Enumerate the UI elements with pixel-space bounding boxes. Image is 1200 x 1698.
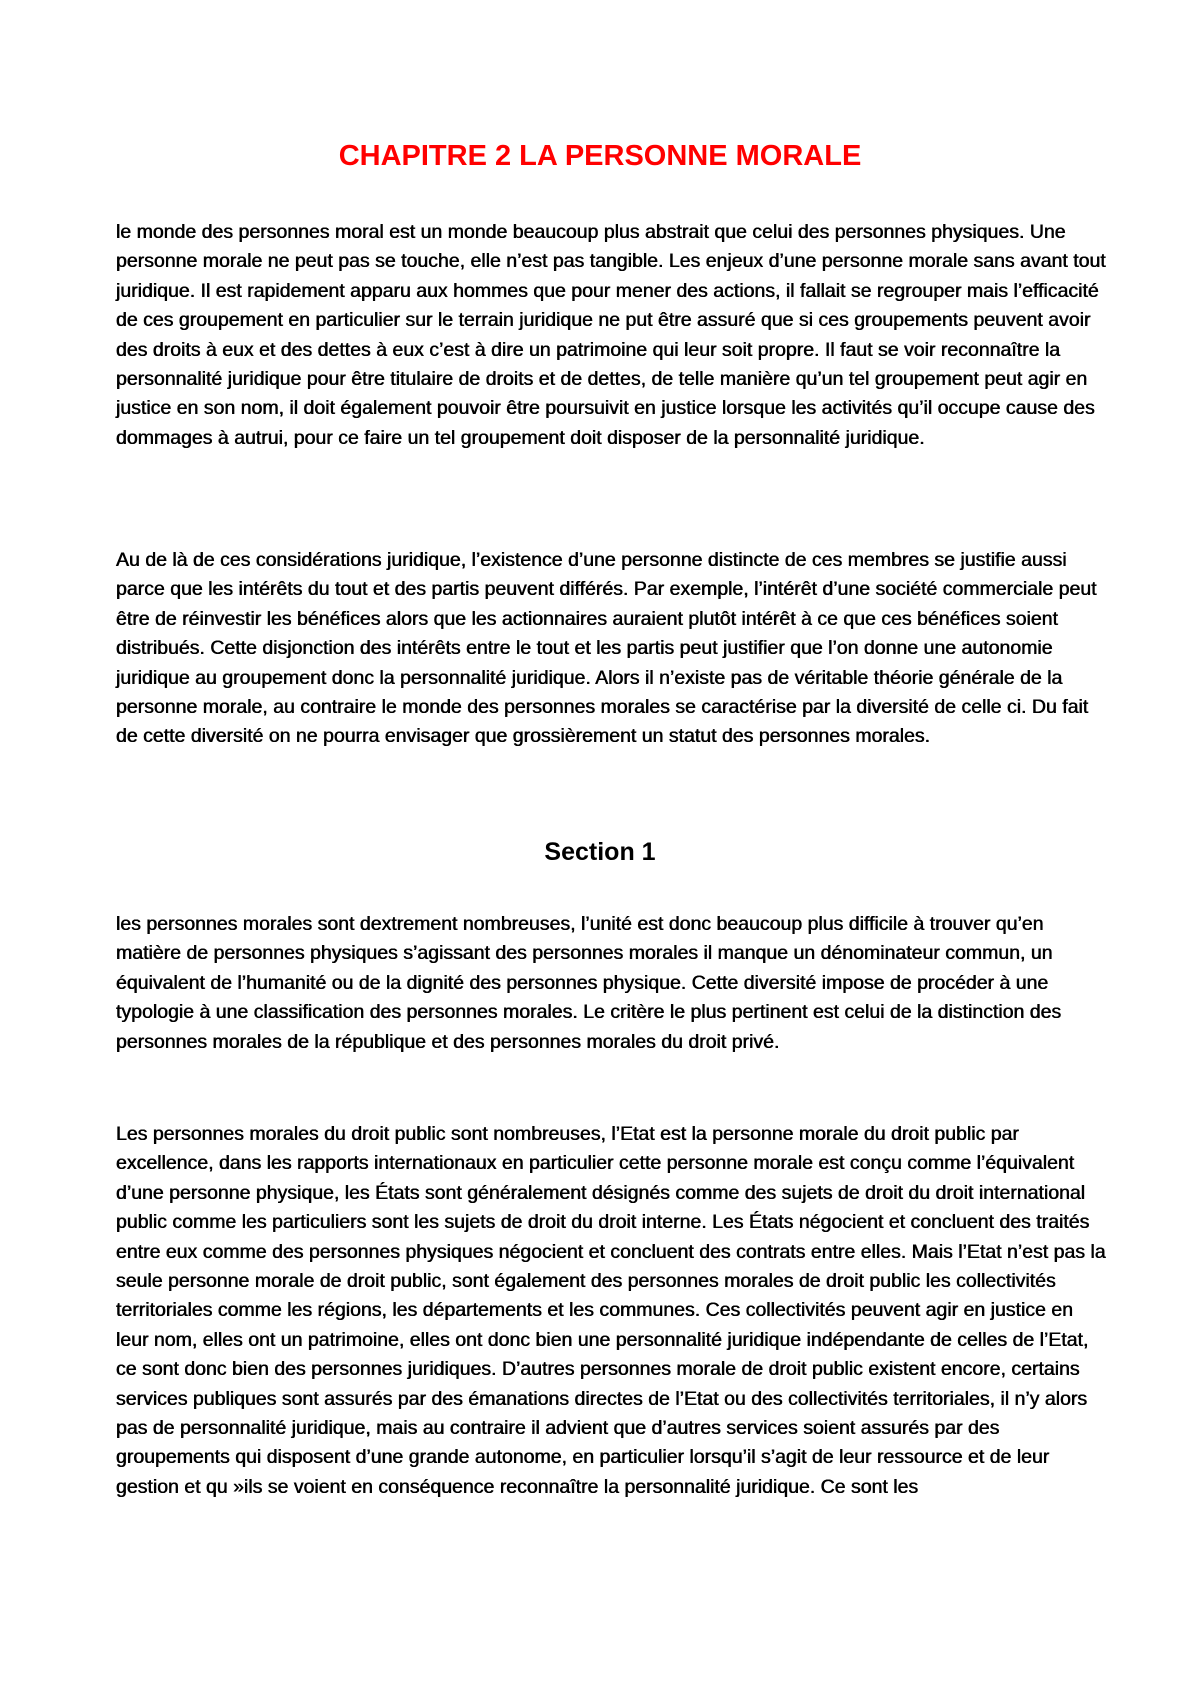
paragraph-public-law: Les personnes morales du droit public sont nombreuses, l’Etat est la personne morale du droit public par excellence, dans les rapports internationaux en particulier cette personne morale est conçu comme l’équivalent d’une personne physique, les États sont généralement désignés comme des sujets de droit du droit international public comme les particuliers sont les sujets de droit du droit interne. Les États négocient et concluent des traités entre eux comme des personnes physiques négocient et concluent des contrats entre elles. Mais l’Etat n’est pas la seule personne morale de droit public, sont également des personnes morales de droit public les collectivités territoriales comme les régions, les départements et les communes. Ces collectivités peuvent agir en justice en leur nom, elles ont un patrimoine, elles ont donc bien une personnalité juridique indépendante de celles de l’Etat, ce sont donc bien des personnes juridiques. D’autres personnes morale de droit public existent encore, certains services publiques sont assurés par des émanations directes de l’Etat ou des collectivités territoriales, il n’y alors pas de personnalité juridique, mais au contraire il advient que d’autres services soient assurés par des groupements qui disposent d’une grande autonome, en particulier lorsqu’il s’agit de leur ressource et de leur gestion et qu »ils se voient en conséquence reconnaître la personnalité juridique. Ce sont les (116, 1123, 1106, 1498)
chapter-title: CHAPITRE 2 LA PERSONNE MORALE (338, 140, 862, 172)
paragraph-intro: le monde des personnes moral est un monde beaucoup plus abstrait que celui des personnes physiques. Une personne morale ne peut pas se touche, elle n’est pas tangible. Les enjeux d’une personne morale sans avant tout juridique. Il est rapidement apparu aux hommes que pour mener des actions, il fallait se regrouper mais l’efficacité de ces groupement en particulier sur le terrain juridique ne put être assuré que si ces groupements peuvent avoir des droits à eux et des dettes à eux c’est à dire un patrimoine qui leur soit propre. Il faut se voir reconnaître la personnalité juridique pour être titulaire de droits et de dettes, de telle manière qu’un tel groupement peut agir en justice en son nom, il doit également pouvoir être poursuivit en justice lorsque les activités qu’il occupe cause des dommages à autrui, pour ce faire un tel groupement doit disposer de la personnalité juridique. (116, 221, 1106, 449)
paragraph-section-intro: les personnes morales sont dextrement nombreuses, l’unité est donc beaucoup plus difficile à trouver qu’en matière de personnes physiques s’agissant des personnes morales il manque un dénominateur commun, un équivalent de l’humanité ou de la dignité des personnes physique. Cette diversité impose de procéder à une typologie à une classification des personnes morales. Le critère le plus pertinent est celui de la distinction des personnes morales de la république et des personnes morales du droit privé. (116, 913, 1062, 1053)
section-title: Section 1 (544, 838, 656, 866)
paragraph-considerations: Au de là de ces considérations juridique, l’existence d’une personne distincte de ces membres se justifie aussi parce que les intérêts du tout et des partis peuvent différés. Par exemple, l’intérêt d’une société commerciale peut être de réinvestir les bénéfices alors que les actionnaires auraient plutôt intérêt à ce que ces bénéfices soient distribués. Cette disjonction des intérêts entre le tout et les partis peut justifier que l’on donne une autonomie juridique au groupement donc la personnalité juridique. Alors il n’existe pas de véritable théorie générale de la personne morale, au contraire le monde des personnes morales se caractérise par la diversité de celle ci. Du fait de cette diversité on ne pourra envisager que grossièrement un statut des personnes morales. (116, 549, 1097, 748)
